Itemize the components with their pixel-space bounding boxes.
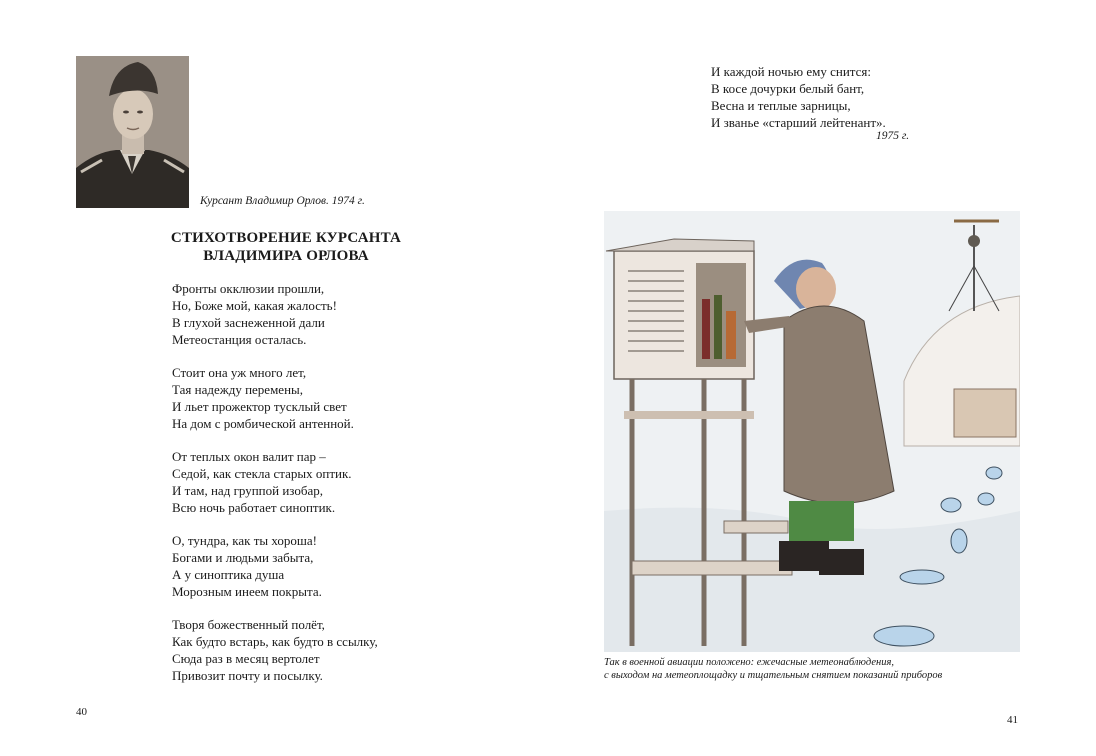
poem-title <box>170 229 402 265</box>
drawing-caption-line: Так в военной авиации положено: ежечасные метеонаблюдения, <box>604 657 894 668</box>
poem-line: В косе дочурки белый бант, <box>711 81 865 96</box>
poem-line: Но, Боже мой, какая жалость! <box>172 298 337 313</box>
poem-line: Как будто встарь, как будто в ссылку, <box>172 634 378 649</box>
poem-line: Весна и теплые зарницы, <box>711 98 851 113</box>
poem-stanza <box>172 448 378 516</box>
drawing-illustration <box>604 211 1020 652</box>
poem-line: Морозным инеем покрыта. <box>172 584 322 599</box>
poem-line: О, тундра, как ты хороша! <box>172 533 317 548</box>
poem-line: Богами и людьми забыта, <box>172 550 314 565</box>
poem-line: И званье «старший лейтенант». <box>711 115 886 130</box>
poem-line: А у синоптика душа <box>172 567 285 582</box>
poem-line: Тая надежду перемены, <box>172 382 304 397</box>
drawing-caption-line: с выходом на метеоплощадку и тщательным снятием показаний приборов <box>604 670 943 681</box>
poem-line: Всю ночь работает синоптик. <box>172 500 336 515</box>
poem-line: На дом с ромбической антенной. <box>172 416 354 431</box>
portrait-illustration <box>76 56 189 208</box>
poem-line: Сюда раз в месяц вертолет <box>172 651 320 666</box>
poem-title-line: ВЛАДИМИРА ОРЛОВА <box>203 248 369 264</box>
poem-line: Привозит почту и посылку. <box>172 668 323 683</box>
poem-line: Метеостанция осталась. <box>172 332 307 347</box>
page-number-left: 40 <box>76 706 87 718</box>
drawing-caption <box>604 656 942 682</box>
poem-line: Творя божественный полёт, <box>172 617 325 632</box>
photo-caption: Курсант Владимир Орлов. 1974 г. <box>200 195 365 207</box>
poem-body <box>172 280 378 700</box>
poem-date: 1975 г. <box>876 130 910 142</box>
poem-stanza <box>172 280 378 348</box>
poem-line: Седой, как стекла старых оптик. <box>172 466 352 481</box>
poem-stanza <box>172 616 378 684</box>
poem-title-line: СТИХОТВОРЕНИЕ КУРСАНТА <box>170 230 402 246</box>
page-number-right: 41 <box>1007 714 1018 726</box>
cadet-portrait-photo <box>76 56 189 208</box>
poem-continuation <box>711 63 886 131</box>
weather-station-drawing <box>604 211 1020 652</box>
poem-line: И там, над группой изобар, <box>172 483 323 498</box>
poem-line: Фронты окклюзии прошли, <box>172 281 325 296</box>
poem-stanza <box>172 364 378 432</box>
poem-stanza <box>172 532 378 600</box>
poem-line: И каждой ночью ему снится: <box>711 64 872 79</box>
poem-line: В глухой заснеженной дали <box>172 315 325 330</box>
poem-line: Стоит она уж много лет, <box>172 365 307 380</box>
poem-line: От теплых окон валит пар – <box>172 449 326 464</box>
poem-line: И льет прожектор тусклый свет <box>172 399 347 414</box>
